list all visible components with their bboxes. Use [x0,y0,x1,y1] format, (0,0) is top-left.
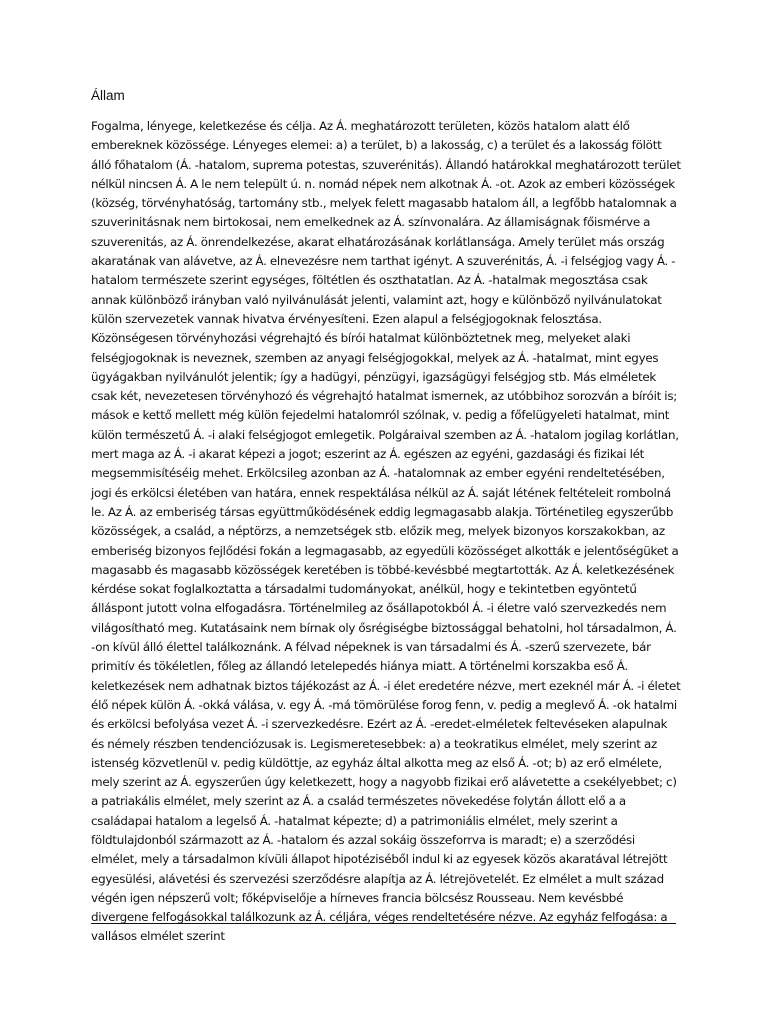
document-body-text: Fogalma, lényege, keletkezése és célja. Az Á. meghatározott területen, közös hatalom alatt élő embereknek közössége. Lényeges elemei: a) a terület, b) a lakosság, c) a terület és a lakosság fölött álló főhatalom (Á. -hatalom, suprema potestas, szuverénitás). Állandó határokkal meghatározott terület nélkül nincsen Á. A le nem települt ú. n. nomád népek nem alkotnak Á. -ot. Azok az emberi közösségek (község, törvényhatóság, tartomány stb., melyek felett magasabb hatalom áll, a legfőbb hatalomnak a szuverinitásnak nem birtokosai, nem emelkednek az Á. színvonalára. Az államiságnak főismérve a szuverenitás, az Á. önrendelkezése, akarat elhatározásának korlátlansága. Amely terület más ország akaratának van alávetve, az Á. elnevezésre nem tarthat igényt. A szuverénitás, Á. -i felségjog vagy Á. -hatalom természete szerint egységes, föltétlen és oszthatatlan. Az Á. -hatalmak megosztása csak annak különböző irányban való nyilvánulását jelenti, valamint azt, hogy e különböző nyilvánulatokat külön szervezetek vannak hivatva érvényesíteni. Ezen alapul a felségjogoknak felosztása. Közönségesen törvényhozási végrehajtó és bírói hatalmat különböztetnek meg, melyeket alaki felségjogoknak is neveznek, szemben az anyagi felségjogokkal, melyek az Á. -hatalmat, mint egyes ügyágakban nyilvánulót jelentik; így a hadügyi, pénzügyi, igazságügyi felségjog stb. Más elméletek csak két, nevezetesen törvényhozó és végrehajtó hatalmat ismernek, az utóbbihoz sorozván a bíróit is; mások e kettő mellett még külön fejedelmi hatalomról szólnak, v. pedig a főfelügyeleti hatalmat, mint külön természetű Á. -i alaki felségjogot emlegetik. Polgáraival szemben az Á. -hatalom jogilag korlátlan, mert maga az Á. -i akarat képezi a jogot; eszerint az Á. egészen az egyéni, gazdasági és fizikai lét megsemmisítéséig mehet. Erkölcsileg azonban az Á. -hatalomnak az ember egyéni rendeltetésében, jogi és erkölcsi életében van határa, ennek respektálása nélkül az Á. saját létének feltételeit rombolná le. Az Á. az emberiség társas együttműködésének eddig legmagasabb alakja. Történetileg egyszerűbb közösségek, a család, a néptörzs, a nemzetségek stb. előzik meg, melyek bizonyos korszakokban, az emberiség bizonyos fejlődési fokán a legmagasabb, az egyedüli közösséget alkották e jelentőségüket a magasabb és magasabb közösségek keretében is többé-kevésbbé megtartották. Az Á. keletkezésének kérdése sokat foglalkoztatta a társadalmi tudományokat, anélkül, hogy e tekintetben egyöntetű álláspont jutott volna elfogadásra. Történelmileg az ősállapotokból Á. -i életre való szervezkedés nem világosítható meg. Kutatásaink nem bírnak oly ősrégiségbe biztossággal behatolni, hol társadalmon, Á. -on kívül álló élettel találkoznánk. A félvad népeknek is van társadalmi és Á. -szerű szervezete, bár primitív és tökéletlen, főleg az állandó letelepedés hiánya miatt. A történelmi korszakba eső Á. keletkezések nem adhatnak biztos tájékozást az Á. -i élet eredetére nézve, mert ezeknél már Á. -i életet élő népek külön Á. -okká válása, v. egy Á. -má tömörülése forog fenn, v. pedig a meglevő Á. -ok hatalmi és erkölcsi befolyása vezet Á. -i szervezkedésre. Ezért az Á. -eredet-elméletek feltevéseken alapulnak és némely részben tendenciózusak is. Legismeretesebbek: a) a teokratikus elmélet, mely szerint az istenség közvetlenül v. pedig küldöttje, az egyház által alkotta meg az első Á. -ot; b) az erő elmélete, mely szerint az Á. egyszerűen úgy keletkezett, hogy a nagyobb fizikai erő alávetette a csekélyebbet; c) a patriakális elmélet, mely szerint az Á. a család természetes növekedése folytán állott elő a a családapai hatalom a legelső Á. -hatalmat képezte; d) a patrimoniális elmélet, mely szerint a földtulajdonból származott az Á. -hatalom és azzal sokáig összeforrva is maradt; e) a szerződési elmélet, mely a társadalmon kívüli állapot hipotéziséből indul ki az egyesek közös akaratával létrejött egyesülési, alávetési és szervezési szerződésre alapítja az Á. létrejövetelét. Ez elmélet a mult század végén igen népszerű volt; főképviselője a hírneves francia bölcsész Rousseau. Nem kevésbbé divergene felfogásokkal találkozunk az Á. céljára, véges rendeltetésére nézve. Az egyház felfogása: a vallásos elmélet szerint [91,119,681,944]
document-title: Állam [91,88,125,103]
bottom-divider [91,923,676,924]
